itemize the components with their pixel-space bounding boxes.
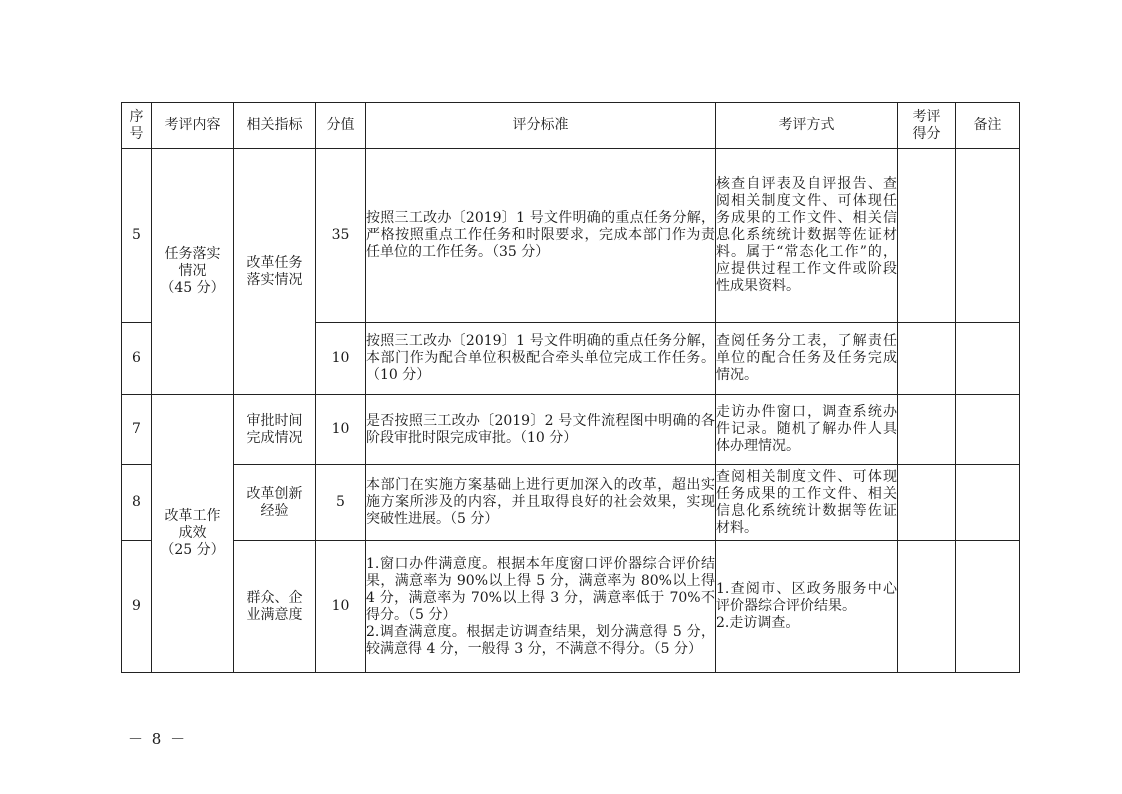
row-method: 查阅相关制度文件、可体现任务成果的工作文件、相关信息化系统统计数据等佐证材料。 [716,465,898,541]
row-remark[interactable] [956,323,1020,395]
row-indicator: 审批时间 完成情况 [234,395,316,465]
row-indicator: 改革任务 落实情况 [234,149,316,395]
row-points: 10 [316,541,366,673]
row-indicator: 群众、企 业满意度 [234,541,316,673]
row-self-score[interactable] [898,465,956,541]
page-number: － 8 － [128,730,188,748]
row-no: 6 [122,323,152,395]
header-remark: 备注 [956,103,1020,149]
row-criteria: 是否按照三工改办〔2019〕2 号文件流程图中明确的各阶段审批时限完成审批。（10 分） [366,395,716,465]
row-method: 1.查阅市、区政务服务中心 评价器综合评价结果。 2.走访调查。 [716,541,898,673]
row-self-score[interactable] [898,323,956,395]
row-no: 9 [122,541,152,673]
table-row [122,395,1020,465]
header-criteria: 评分标准 [366,103,716,149]
header-content: 考评内容 [152,103,234,149]
row-no: 5 [122,149,152,323]
row-remark[interactable] [956,395,1020,465]
header-no: 序 号 [122,103,152,149]
table-row [122,541,1020,673]
header-method: 考评方式 [716,103,898,149]
row-points: 10 [316,395,366,465]
header-points: 分值 [316,103,366,149]
header-indicator: 相关指标 [234,103,316,149]
row-content: 改革工作 成效 （25 分） [152,395,234,673]
row-indicator: 改革创新 经验 [234,465,316,541]
row-points: 5 [316,465,366,541]
row-self-score[interactable] [898,149,956,323]
row-points: 35 [316,149,366,323]
row-method: 走访办件窗口，调查系统办件记录。随机了解办件人具体办理情况。 [716,395,898,465]
row-method: 查阅任务分工表，了解责任单位的配合任务及任务完成情况。 [716,323,898,395]
row-content: 任务落实 情况 （45 分） [152,149,234,395]
row-remark[interactable] [956,465,1020,541]
row-criteria: 按照三工改办〔2019〕1 号文件明确的重点任务分解，严格按照重点工作任务和时限要求，完成本部门作为责任单位的工作任务。（35 分） [366,149,716,323]
row-criteria: 1.窗口办件满意度。根据本年度窗口评价器综合评价结果，满意率为 90%以上得 5 分，满意率为 80%以上得 4 分，满意率为 70%以上得 3 分，满意率低于 70%不得分。（5 分） 2.调查满意度。根据走访调查结果，划分满意得 5 分，较满意得 4 分，一般得 3 分，不满意不得分。（5 分） [366,541,716,673]
row-no: 8 [122,465,152,541]
row-criteria: 按照三工改办〔2019〕1 号文件明确的重点任务分解，本部门作为配合单位积极配合牵头单位完成工作任务。（10 分） [366,323,716,395]
row-remark[interactable] [956,541,1020,673]
row-method: 核查自评表及自评报告、查阅相关制度文件、可体现任务成果的工作文件、相关信息化系统统计数据等佐证材料。属于“常态化工作”的，应提供过程工作文件或阶段性成果资料。 [716,149,898,323]
row-self-score[interactable] [898,395,956,465]
row-points: 10 [316,323,366,395]
header-row [122,103,1020,149]
row-remark[interactable] [956,149,1020,323]
table-row [122,465,1020,541]
table-row [122,149,1020,323]
row-criteria: 本部门在实施方案基础上进行更加深入的改革，超出实施方案所涉及的内容，并且取得良好的社会效果，实现突破性进展。（5 分） [366,465,716,541]
row-no: 7 [122,395,152,465]
row-self-score[interactable] [898,541,956,673]
scoring-table [121,102,1020,673]
header-self-score: 考评 得分 [898,103,956,149]
